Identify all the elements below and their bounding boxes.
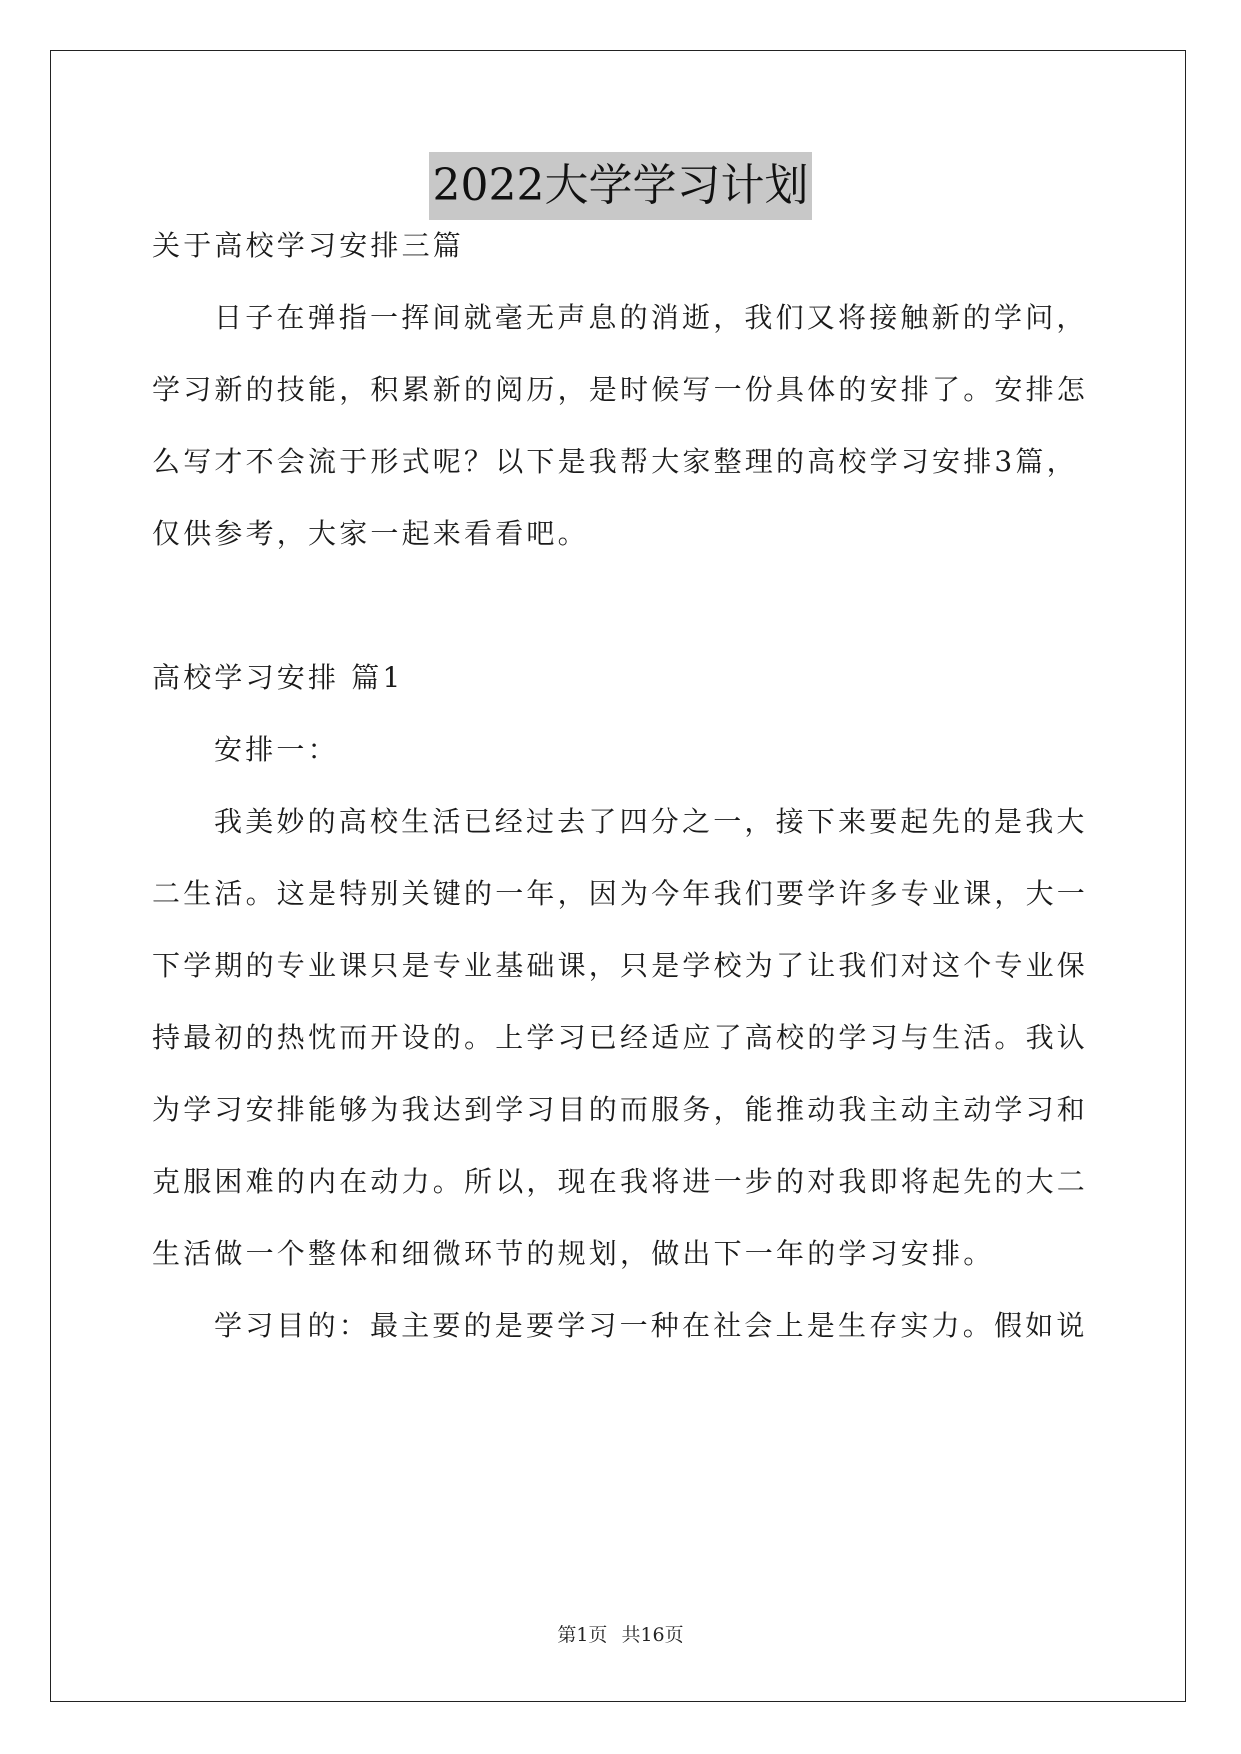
intro-line: 学习新的技能，积累新的阅历，是时候写一份具体的安排了。安排怎 — [152, 373, 1089, 406]
page-footer — [0, 1620, 1241, 1647]
body-line: 生活做一个整体和细微环节的规划，做出下一年的学习安排。 — [152, 1237, 995, 1270]
intro-line: 日子在弹指一挥间就毫无声息的消逝，我们又将接触新的学问， — [214, 301, 1088, 334]
page-number: 第1页 — [557, 1624, 608, 1646]
goal-line: 学习目的：最主要的是要学习一种在社会上是生存实力。假如说 — [214, 1309, 1088, 1342]
body-line: 二生活。这是特别关键的一年，因为今年我们要学许多专业课，大一 — [152, 877, 1089, 910]
body-line: 下学期的专业课只是专业基础课，只是学校为了让我们对这个专业保 — [152, 949, 1089, 982]
body-line: 我美妙的高校生活已经过去了四分之一，接下来要起先的是我大 — [214, 805, 1088, 838]
subtitle: 关于高校学习安排三篇 — [152, 229, 465, 262]
section-heading: 高校学习安排 篇1 — [152, 661, 404, 694]
title-container — [0, 152, 1241, 220]
body-line: 克服困难的内在动力。所以，现在我将进一步的对我即将起先的大二 — [152, 1165, 1089, 1198]
document-title: 2022大学学习计划 — [429, 152, 813, 220]
page-total: 共16页 — [621, 1624, 684, 1646]
body-line: 持最初的热忱而开设的。上学习已经适应了高校的学习与生活。我认 — [152, 1021, 1089, 1054]
body-line: 为学习安排能够为我达到学习目的而服务，能推动我主动主动学习和 — [152, 1093, 1089, 1126]
intro-line: 仅供参考，大家一起来看看吧。 — [152, 517, 589, 550]
plan-label: 安排一： — [214, 733, 339, 766]
intro-line: 么写才不会流于形式呢？以下是我帮大家整理的高校学习安排3篇， — [152, 445, 1078, 478]
